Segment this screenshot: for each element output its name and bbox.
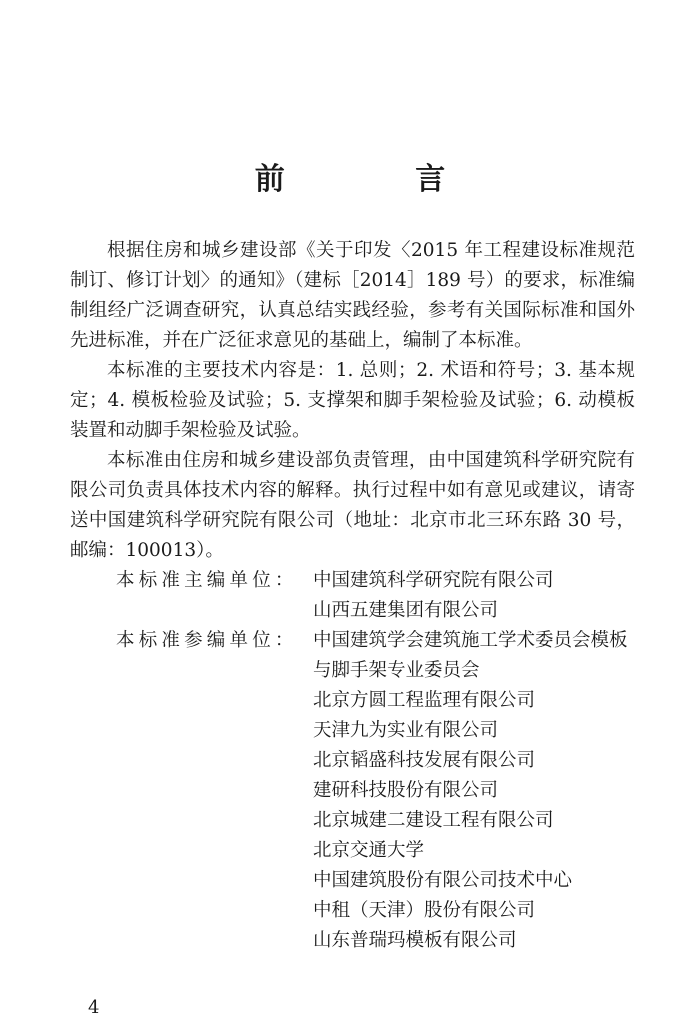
list-item: 建研科技股份有限公司 [313, 780, 499, 801]
list-item: 中租（天津）股份有限公司 [313, 900, 536, 921]
list-item: 山西五建集团有限公司 [313, 600, 499, 621]
paragraph-basis: 根据住房和城乡建设部《关于印发〈2015 年工程建设标准规范制订、修订计划〉的通知》（建标［2014］189 号）的要求，标准编制组经广泛调查研究，认真总结实践经验，参考有关国际标准和国外先进标准，并在广泛征求意见的基础上，编制了本标准。 [70, 240, 635, 351]
chief-editor-units [70, 566, 635, 626]
list-item: 中国建筑科学研究院有限公司 [313, 570, 554, 591]
list-item: 中国建筑股份有限公司技术中心 [313, 870, 573, 891]
page-number: 4 [88, 997, 100, 1018]
paragraph-management: 本标准由住房和城乡建设部负责管理，由中国建筑科学研究院有限公司负责具体技术内容的解释。执行过程中如有意见或建议，请寄送中国建筑科学研究院有限公司（地址：北京市北三环东路 30 号，邮编：100013）。 [70, 450, 635, 561]
participating-units-list [313, 626, 635, 956]
list-item: 北京方圆工程监理有限公司 [313, 690, 536, 711]
chief-units-label: 本标准主编单位： [116, 570, 298, 591]
paragraph-contents: 本标准的主要技术内容是：1. 总则；2. 术语和符号；3. 基本规定；4. 模板检验及试验；5. 支撑架和脚手架检验及试验；6. 动模板装置和动脚手架检验及试验。 [70, 360, 635, 441]
list-item: 中国建筑学会建筑施工学术委员会模板与脚手架专业委员会 [313, 630, 628, 681]
list-item: 天津九为实业有限公司 [313, 720, 499, 741]
list-item: 北京城建二建设工程有限公司 [313, 810, 554, 831]
page-title: 前 言 [254, 162, 506, 197]
chief-units-list [313, 566, 635, 626]
participating-units-label: 本标准参编单位： [116, 630, 298, 651]
participating-units [70, 626, 635, 956]
list-item: 北京韬盛科技发展有限公司 [313, 750, 536, 771]
list-item: 山东普瑞玛模板有限公司 [313, 930, 517, 951]
list-item: 北京交通大学 [313, 840, 425, 861]
preface-body [70, 236, 635, 956]
